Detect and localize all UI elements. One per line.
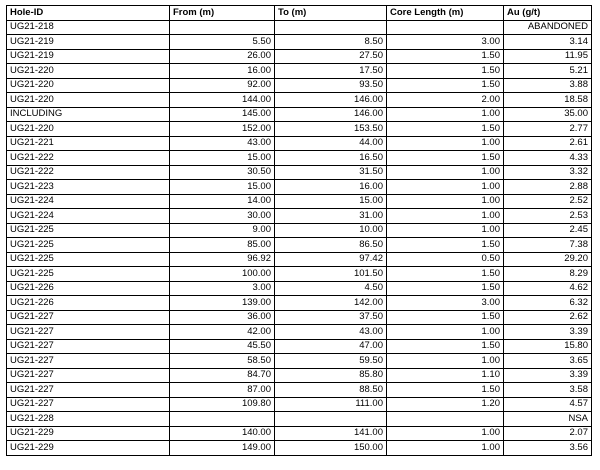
table-row [7,49,592,64]
cell-hole-id: UG21-219 [7,49,170,64]
table-row [7,368,592,383]
cell-hole-id: UG21-220 [7,64,170,79]
cell-core-length: 1.50 [387,310,504,325]
cell-from: 15.00 [170,180,275,195]
cell-core-length: 1.50 [387,64,504,79]
cell-core-length: 1.50 [387,267,504,282]
table-row [7,252,592,267]
table-row [7,64,592,79]
cell-hole-id: UG21-219 [7,35,170,50]
cell-hole-id: UG21-227 [7,397,170,412]
cell-core-length: 1.00 [387,426,504,441]
cell-hole-id: UG21-224 [7,209,170,224]
cell-hole-id: UG21-227 [7,325,170,340]
cell-to [275,412,387,427]
cell-core-length: 1.50 [387,383,504,398]
table-row [7,180,592,195]
cell-au-grade: 2.88 [504,180,592,195]
cell-from [170,412,275,427]
cell-au-grade: 6.32 [504,296,592,311]
table-body [7,20,592,455]
cell-au-grade: 3.58 [504,383,592,398]
cell-au-grade: 8.29 [504,267,592,282]
cell-to: 85.80 [275,368,387,383]
assay-results-table [6,5,592,456]
cell-from: 58.50 [170,354,275,369]
cell-to: 142.00 [275,296,387,311]
cell-core-length: 1.00 [387,354,504,369]
cell-hole-id: UG21-224 [7,194,170,209]
cell-to: 86.50 [275,238,387,253]
cell-core-length: 1.00 [387,325,504,340]
cell-from: 43.00 [170,136,275,151]
table-row [7,78,592,93]
cell-hole-id: UG21-220 [7,93,170,108]
cell-core-length: 1.00 [387,136,504,151]
cell-from: 100.00 [170,267,275,282]
cell-au-grade: 3.39 [504,325,592,340]
table-row [7,20,592,35]
header-au-grade: Au (g/t) [504,6,592,21]
header-to: To (m) [275,6,387,21]
cell-core-length: 1.50 [387,122,504,137]
cell-to: 16.50 [275,151,387,166]
cell-core-length: 1.00 [387,165,504,180]
cell-from: 16.00 [170,64,275,79]
cell-to: 47.00 [275,339,387,354]
cell-au-grade: 7.38 [504,238,592,253]
table-row [7,354,592,369]
cell-to: 146.00 [275,93,387,108]
table-row [7,165,592,180]
cell-to: 97.42 [275,252,387,267]
cell-hole-id: UG21-227 [7,383,170,398]
cell-hole-id: UG21-226 [7,296,170,311]
cell-from: 85.00 [170,238,275,253]
cell-from: 84.70 [170,368,275,383]
cell-to: 4.50 [275,281,387,296]
cell-to: 153.50 [275,122,387,137]
cell-hole-id: UG21-227 [7,368,170,383]
cell-to: 37.50 [275,310,387,325]
cell-au-grade: 3.39 [504,368,592,383]
cell-au-grade: 2.07 [504,426,592,441]
cell-hole-id: UG21-229 [7,426,170,441]
header-row [7,6,592,21]
cell-core-length: 2.00 [387,93,504,108]
table-row [7,136,592,151]
cell-from: 145.00 [170,107,275,122]
table-row [7,412,592,427]
cell-au-grade: 2.53 [504,209,592,224]
cell-to: 10.00 [275,223,387,238]
cell-to: 8.50 [275,35,387,50]
assay-results-table-container [6,5,591,456]
cell-au-grade: 3.88 [504,78,592,93]
cell-hole-id: UG21-225 [7,238,170,253]
cell-hole-id: INCLUDING [7,107,170,122]
cell-hole-id: UG21-220 [7,78,170,93]
cell-au-grade: 15.80 [504,339,592,354]
cell-au-grade: 2.45 [504,223,592,238]
cell-au-grade: 3.56 [504,441,592,456]
cell-from: 9.00 [170,223,275,238]
cell-core-length: 1.00 [387,223,504,238]
cell-from: 30.50 [170,165,275,180]
cell-to: 141.00 [275,426,387,441]
cell-core-length: 1.00 [387,209,504,224]
cell-to: 101.50 [275,267,387,282]
cell-from: 5.50 [170,35,275,50]
cell-to: 44.00 [275,136,387,151]
cell-hole-id: UG21-222 [7,165,170,180]
cell-au-grade: 35.00 [504,107,592,122]
cell-to: 27.50 [275,49,387,64]
cell-core-length: 1.50 [387,78,504,93]
cell-au-grade: 3.65 [504,354,592,369]
cell-from: 30.00 [170,209,275,224]
cell-from: 109.80 [170,397,275,412]
cell-to: 59.50 [275,354,387,369]
cell-hole-id: UG21-228 [7,412,170,427]
cell-au-grade: 3.14 [504,35,592,50]
cell-to: 16.00 [275,180,387,195]
cell-to: 150.00 [275,441,387,456]
cell-from: 3.00 [170,281,275,296]
cell-to: 43.00 [275,325,387,340]
cell-to [275,20,387,35]
cell-au-grade: 2.52 [504,194,592,209]
cell-from: 140.00 [170,426,275,441]
table-row [7,122,592,137]
cell-au-grade: 2.61 [504,136,592,151]
cell-to: 31.00 [275,209,387,224]
cell-hole-id: UG21-229 [7,441,170,456]
cell-hole-id: UG21-220 [7,122,170,137]
cell-core-length: 1.50 [387,238,504,253]
cell-from: 96.92 [170,252,275,267]
table-row [7,93,592,108]
table-row [7,35,592,50]
cell-from: 144.00 [170,93,275,108]
cell-hole-id: UG21-221 [7,136,170,151]
cell-au-grade: 11.95 [504,49,592,64]
cell-from: 92.00 [170,78,275,93]
cell-hole-id: UG21-225 [7,252,170,267]
cell-hole-id: UG21-227 [7,339,170,354]
cell-core-length: 1.50 [387,339,504,354]
table-row [7,310,592,325]
cell-hole-id: UG21-225 [7,267,170,282]
cell-hole-id: UG21-218 [7,20,170,35]
cell-au-grade: 4.33 [504,151,592,166]
cell-from: 15.00 [170,151,275,166]
cell-core-length: 1.50 [387,49,504,64]
cell-hole-id: UG21-227 [7,354,170,369]
cell-au-grade: 2.62 [504,310,592,325]
cell-to: 17.50 [275,64,387,79]
cell-from: 14.00 [170,194,275,209]
cell-core-length: 0.50 [387,252,504,267]
cell-core-length: 1.10 [387,368,504,383]
cell-from: 149.00 [170,441,275,456]
cell-core-length: 1.00 [387,107,504,122]
cell-from: 42.00 [170,325,275,340]
table-row [7,441,592,456]
header-core-length: Core Length (m) [387,6,504,21]
table-row [7,194,592,209]
cell-core-length: 1.50 [387,151,504,166]
cell-core-length: 1.50 [387,281,504,296]
cell-to: 111.00 [275,397,387,412]
table-row [7,397,592,412]
cell-from: 45.50 [170,339,275,354]
table-header [7,6,592,21]
cell-from: 139.00 [170,296,275,311]
cell-hole-id: UG21-223 [7,180,170,195]
header-from: From (m) [170,6,275,21]
header-hole-id: Hole-ID [7,6,170,21]
table-row [7,426,592,441]
table-row [7,267,592,282]
table-row [7,296,592,311]
cell-to: 31.50 [275,165,387,180]
cell-au-grade: 29.20 [504,252,592,267]
cell-au-grade: ABANDONED [504,20,592,35]
cell-hole-id: UG21-225 [7,223,170,238]
cell-from: 36.00 [170,310,275,325]
cell-au-grade: 5.21 [504,64,592,79]
cell-core-length: 3.00 [387,296,504,311]
cell-core-length [387,412,504,427]
cell-au-grade: 3.32 [504,165,592,180]
cell-au-grade: NSA [504,412,592,427]
table-row [7,107,592,122]
cell-au-grade: 4.57 [504,397,592,412]
cell-hole-id: UG21-227 [7,310,170,325]
cell-au-grade: 2.77 [504,122,592,137]
cell-hole-id: UG21-226 [7,281,170,296]
cell-core-length: 1.00 [387,194,504,209]
cell-hole-id: UG21-222 [7,151,170,166]
table-row [7,209,592,224]
cell-from: 152.00 [170,122,275,137]
table-row [7,339,592,354]
cell-from [170,20,275,35]
cell-au-grade: 18.58 [504,93,592,108]
cell-au-grade: 4.62 [504,281,592,296]
table-row [7,223,592,238]
cell-from: 26.00 [170,49,275,64]
cell-to: 93.50 [275,78,387,93]
cell-to: 146.00 [275,107,387,122]
table-row [7,238,592,253]
cell-to: 88.50 [275,383,387,398]
table-row [7,383,592,398]
table-row [7,151,592,166]
cell-core-length: 1.00 [387,180,504,195]
cell-core-length: 1.00 [387,441,504,456]
cell-core-length [387,20,504,35]
cell-core-length: 3.00 [387,35,504,50]
table-row [7,281,592,296]
cell-from: 87.00 [170,383,275,398]
cell-to: 15.00 [275,194,387,209]
table-row [7,325,592,340]
cell-core-length: 1.20 [387,397,504,412]
